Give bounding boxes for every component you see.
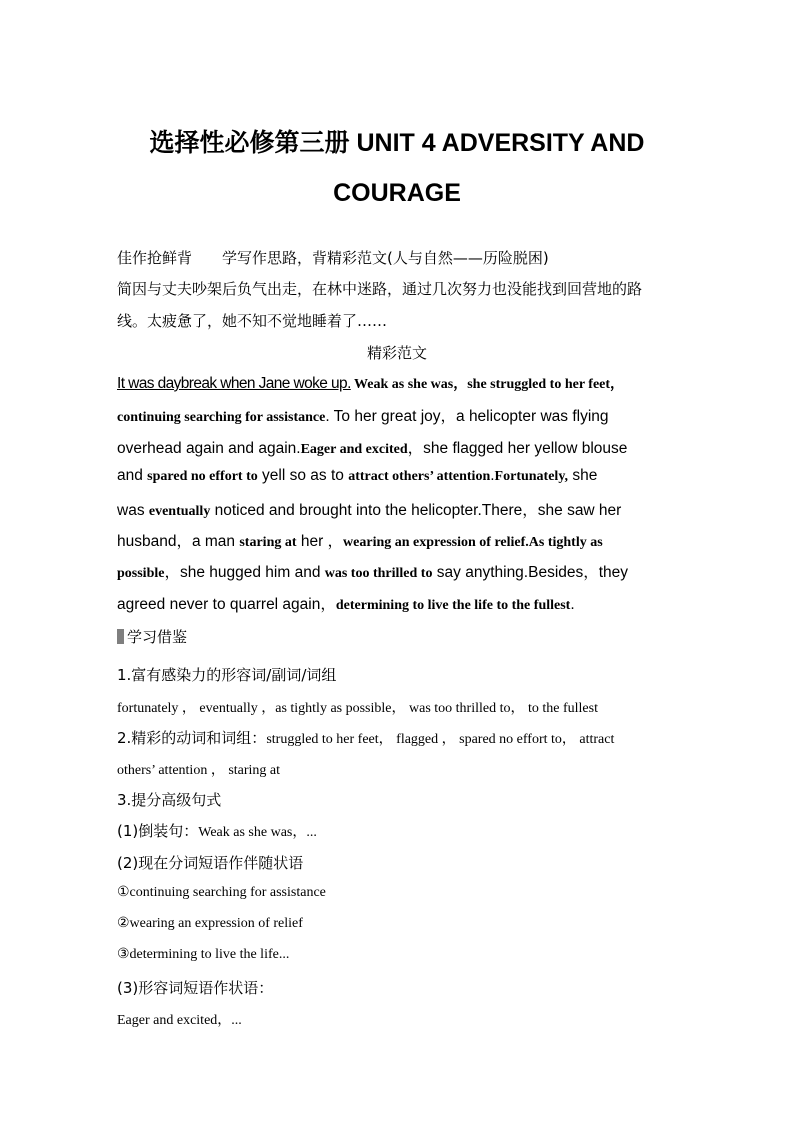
point-2-body-2: others’ attention ， staring at (117, 763, 281, 778)
essay-phrase: possible (117, 566, 165, 581)
point-3-2-item: ③determining to live the life... (117, 947, 290, 962)
essay-line-3 (117, 436, 677, 458)
essay-text: her ， (296, 533, 344, 550)
essay-text: ，she hugged him and (164, 564, 325, 581)
essay-line-5 (117, 498, 677, 520)
intro-label: 佳作抢鲜背 (117, 249, 193, 267)
summary-line-2: 线。太疲惫了，她不知不觉地睡着了…… (117, 312, 388, 330)
essay-phrase: was too thrilled to (324, 566, 433, 581)
essay-phrase: spared no effort to (147, 469, 258, 484)
essay-phrase: Weak as she was，she struggled to her feet， (350, 377, 625, 392)
essay-phrase: continuing searching for assistance (117, 410, 326, 425)
essay-line-4 (117, 467, 677, 485)
essay-line-6 (117, 529, 677, 551)
intro-line (117, 247, 677, 268)
study-heading: 学习借鉴 (127, 628, 188, 646)
point-2-body: struggled to her feet， flagged ， spared no effort to， attract (266, 732, 615, 747)
essay-text: . (570, 596, 575, 613)
essay-phrase: staring at (239, 535, 297, 550)
point-2-title: 2.精彩的动词和词组： (117, 729, 267, 747)
essay-heading: 精彩范文 (366, 344, 427, 362)
intro-subtitle: 学写作思路，背精彩范文(人与自然——历险脱困) (222, 249, 549, 267)
essay-line-2 (117, 404, 677, 426)
point-1-title: 1.富有感染力的形容词/副词/词组 (117, 666, 337, 684)
essay-text: yell so as to (257, 467, 349, 484)
point-3-3-label: (3)形容词短语作状语： (117, 979, 274, 997)
essay-line-7 (117, 560, 677, 582)
point-3-3-body: Eager and excited，... (117, 1013, 242, 1028)
essay-phrase: wearing an expression of relief.As tightly as (343, 535, 603, 550)
point-1-body: fortunately ， eventually ，as tightly as possible， was too thrilled to， to the fullest (117, 701, 598, 716)
essay-line-8 (117, 592, 677, 614)
page-title: 选择性必修第三册 UNIT 4 ADVERSITY AND COURAGE (149, 129, 645, 207)
essay-text: . To her great joy，a helicopter was flying (325, 408, 609, 425)
essay-phrase: determining to live the life to the fullest (335, 598, 571, 613)
essay-text: and (117, 467, 148, 484)
point-3-2-label: (2)现在分词短语作伴随状语 (117, 854, 304, 872)
essay-text: say anything.Besides，they (432, 564, 629, 581)
section-marker-icon (117, 629, 124, 644)
point-3-2-item: ①continuing searching for assistance (117, 885, 326, 900)
essay-text: she (568, 467, 598, 484)
essay-phrase: attract others’ attention (348, 469, 491, 484)
point-3-1-line (117, 820, 677, 841)
essay-text: overhead again and again. (117, 440, 301, 457)
point-2-line (117, 727, 677, 748)
essay-text: ，she flagged her yellow blouse (407, 440, 628, 457)
essay-text: . (490, 467, 495, 484)
study-heading-line (117, 626, 677, 647)
essay-phrase: eventually (148, 504, 211, 519)
point-3-2-item: ②wearing an expression of relief (117, 916, 303, 931)
essay-text: noticed and brought into the helicopter.There，she saw her (210, 502, 622, 519)
essay-line-1 (117, 373, 677, 393)
essay-text: husband，a man (117, 533, 240, 550)
essay-phrase: Fortunately, (494, 469, 569, 484)
essay-text: was (117, 502, 149, 519)
point-3-1-body: Weak as she was，... (198, 825, 317, 840)
point-3-1-label: (1)倒装句： (117, 822, 199, 840)
point-3-title: 3.提分高级句式 (117, 791, 222, 809)
essay-text: agreed never to quarrel again， (117, 596, 336, 613)
essay-phrase: Eager and excited (300, 442, 408, 457)
summary-line-1: 简因与丈夫吵架后负气出走，在林中迷路，通过几次努力也没能找到回营地的路 (117, 280, 643, 298)
essay-text: It was daybreak when Jane woke up. (117, 375, 351, 392)
